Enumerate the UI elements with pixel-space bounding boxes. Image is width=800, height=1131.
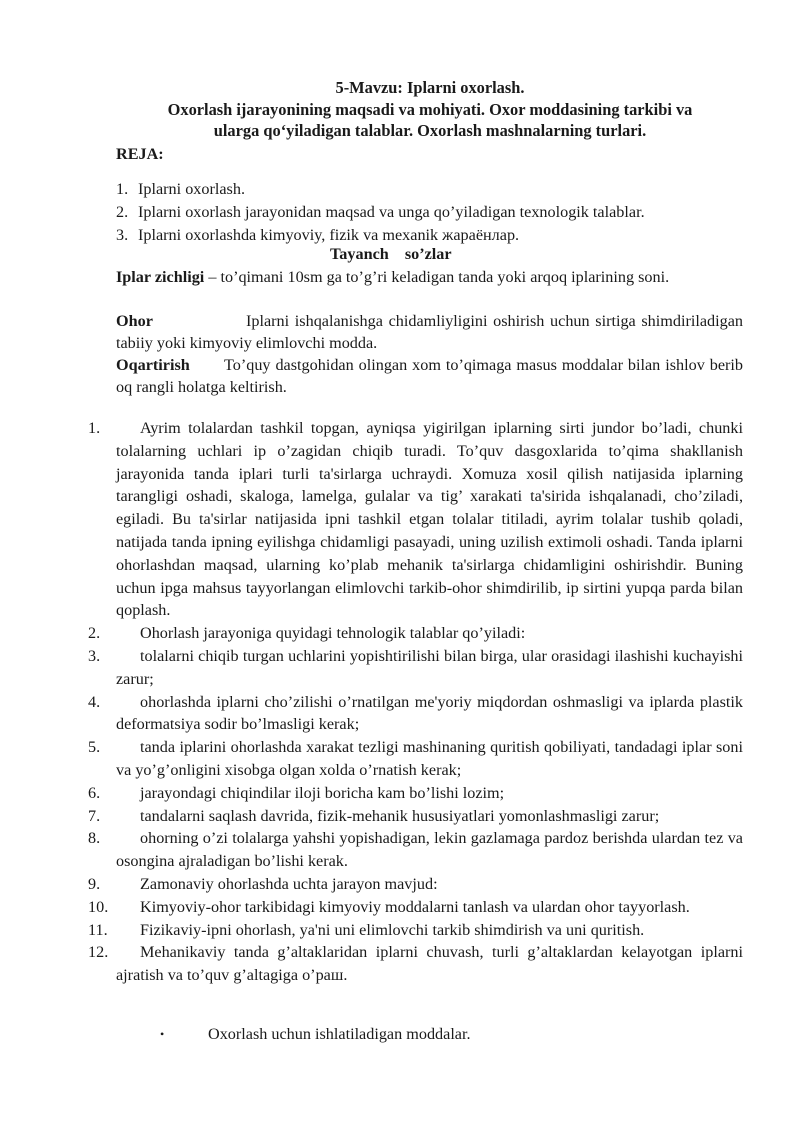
- list-item: [88, 873, 743, 896]
- list-item-number: 1.: [88, 419, 101, 437]
- definition-oqartirish: [116, 354, 743, 398]
- list-item-text: tandalarni saqlash davrida, fizik-mehanik hususiyatlari yomonlashmasligi zarur;: [140, 806, 660, 825]
- title-subtitle-line2: ularga qo‘yiladigan talablar. Oxorlash mashnalarning turlari.: [213, 121, 647, 140]
- plan-item-number: 3.: [116, 225, 129, 244]
- list-item-text: Zamonaviy ohorlashda uchta jarayon mavjud:: [140, 874, 438, 893]
- list-item-number: 9.: [88, 874, 101, 893]
- definition-term: Ohor: [116, 312, 153, 330]
- list-item-text: tolalarni chiqib turgan uchlarini yopishtirilishi bilan birga, ular orasidagi ilashishi kuchayishi zarur;: [116, 646, 743, 688]
- list-item: [88, 645, 743, 691]
- definition-iplar-zichligi: [116, 266, 743, 288]
- plan-list: [116, 178, 756, 246]
- plan-item: [116, 201, 756, 224]
- list-item-number: 4.: [88, 692, 101, 711]
- bullet-text: Oxorlash uchun ishlatiladigan moddalar.: [208, 1025, 471, 1043]
- document-title: [60, 77, 800, 142]
- list-item: [88, 827, 743, 873]
- list-item-number: 12.: [88, 943, 109, 962]
- list-item-text: ohorlashda iplarni cho’zilishi o’rnatilgan me'yoriy miqdordan oshmasligi va iplarda plastik deformatsiya sodir bo’lmasligi kerak;: [116, 692, 743, 734]
- list-item-number: 8.: [88, 829, 101, 848]
- title-subtitle-line1: Oxorlash ijarayonining maqsadi va mohiyati. Oxor moddasining tarkibi va: [167, 99, 693, 119]
- definition-text: To’quy dastgohidan olingan xom to’qimaga masus moddalar bilan ishlov berib oq rangli holatga keltirish.: [116, 356, 743, 396]
- bullet-icon: •: [160, 1027, 165, 1041]
- list-item-text: Ohorlash jarayoniga quyidagi tehnologik talablar qo’yiladi:: [140, 624, 526, 643]
- plan-item-number: 2.: [116, 202, 129, 221]
- list-item: [88, 805, 743, 828]
- definition-text: – to’qimani 10sm ga to’g’ri keladigan tanda yoki arqoq iplarining soni.: [204, 268, 670, 286]
- list-item: [88, 417, 743, 622]
- list-item: [88, 782, 743, 805]
- plan-item-text: Iplarni oxorlash jarayonidan maqsad va unga qo’yiladigan texnologik talablar.: [138, 202, 645, 221]
- plan-item-number: 1.: [116, 180, 129, 198]
- list-item: [88, 919, 743, 942]
- list-item-text: Kimyoviy-ohor tarkibidagi kimyoviy moddalarni tanlash va ulardan ohor tayyorlash.: [140, 897, 690, 916]
- title-topic: 5-Mavzu: Iplarni oxorlash.: [335, 78, 525, 97]
- list-item-text: Mehanikaviy tanda g’altaklaridan iplarni chuvash, turli g’altaklardan kelayotgan iplarni ajratish va to’quv g’altagiga o’раш.: [116, 943, 743, 985]
- list-item: [88, 736, 743, 782]
- plan-heading: REJA:: [116, 145, 164, 163]
- list-item: [88, 941, 743, 987]
- list-item-number: 5.: [88, 738, 101, 757]
- list-item-number: 11.: [88, 920, 108, 939]
- definition-term: Oqartirish: [116, 356, 190, 374]
- list-item-text: Fizikaviy-ipni ohorlash, ya'ni uni elimlovchi tarkib shimdirish va uni quritish.: [140, 920, 645, 939]
- list-item-text: Ayrim tolalardan tashkil topgan, ayniqsa yigirilgan iplarning sirti jundor bo’ladi, chunki tolalarning uchlari ip o’zagidan chiqib turadi. To’quv dasgoxlarida to’qima shakllanish jarayonida tanda iplari turli ta'sirlarga uchraydi. Xomuza xosil qilish natijasida iplarning tarangligi oshadi, skaloga, lamelga, gulalar va tig’ xarakati ta'sirida ishqalanadi, cho’ziladi, egiladi. Bu ta'sirlar natijasida ipni tashkil etgan tolalar titiladi, ayrim tolalar tushib qoladi, natijada tanda ipning eyilishga chidamligi pasayadi, uning uzilish extimoli oshadi. Tanda iplarni ohorlashdan maqsad, ularning ko’plab mehanik ta'sirlarga chidamligini oshirishdir. Buning uchun ipga mahsus tayyorlangan elimlovchi tarkib-ohor shimdirilib, ip sirtini yupqa parda bilan qoplash.: [116, 419, 743, 620]
- list-item: [88, 896, 743, 919]
- definition-ohor: [116, 310, 743, 354]
- keywords-heading: Tayanch so’zlar: [330, 245, 452, 263]
- list-item: [88, 691, 743, 737]
- list-item-number: 2.: [88, 624, 101, 643]
- plan-item-text: Iplarni oxorlash.: [138, 180, 245, 198]
- list-item-number: 3.: [88, 646, 101, 665]
- list-item-number: 10.: [88, 897, 109, 916]
- definition-term: Iplar zichligi: [116, 268, 205, 286]
- list-item: [88, 622, 743, 645]
- list-item-text: tanda iplarini ohorlashda xarakat tezligi mashinaning quritish qobiliyati, tandadagi iplar soni va yo’g’onligini xisobga olgan xolda o’rnatish kerak;: [116, 738, 743, 779]
- list-item-text: ohorning o’zi tolalarga yahshi yopishadigan, lekin gazlamaga pardoz berishda ulardan tez va osongina ajraladigan bo’lishi kerak.: [116, 829, 743, 871]
- list-item-number: 7.: [88, 806, 101, 825]
- plan-item-text: Iplarni oxorlashda kimyoviy, fizik va mexanik жараёнлар.: [138, 225, 520, 244]
- content-list: [88, 417, 743, 987]
- list-item-number: 6.: [88, 783, 101, 802]
- list-item-text: jarayondagi chiqindilar iloji boricha kam bo’lishi lozim;: [140, 783, 505, 802]
- definition-text: Iplarni ishqalanishga chidamliyligini oshirish uchun sirtiga shimdiriladigan tabiiy yoki kimyoviy elimlovchi modda.: [116, 312, 743, 352]
- plan-item: [116, 178, 756, 201]
